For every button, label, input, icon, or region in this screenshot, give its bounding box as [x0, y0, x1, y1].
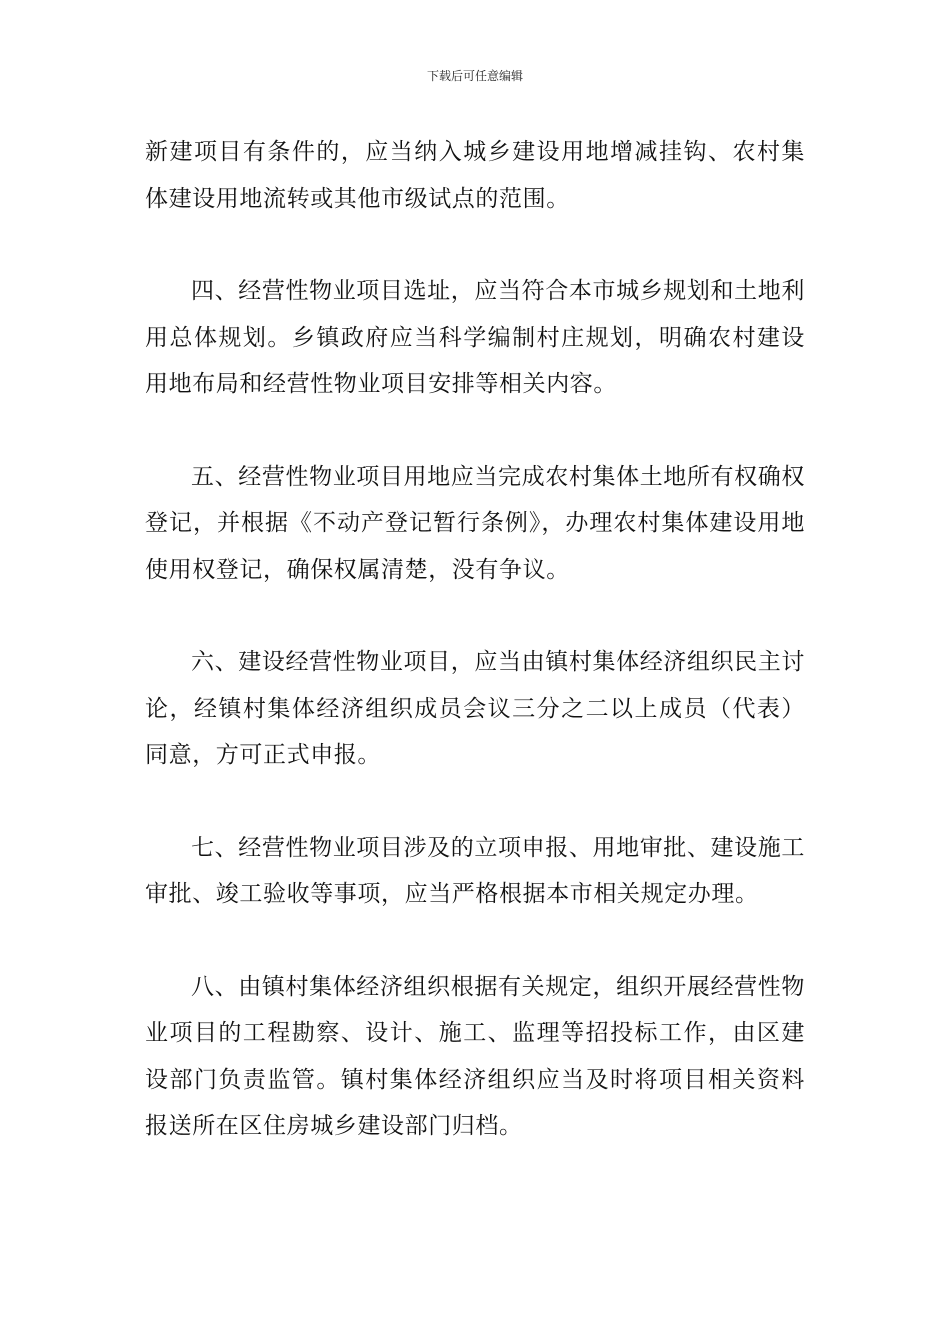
- paragraph-item-7: 七、经营性物业项目涉及的立项申报、用地审批、建设施工审批、竣工验收等事项，应当严格根据本市相关规定办理。: [145, 834, 805, 907]
- paragraph-continuation: 新建项目有条件的，应当纳入城乡建设用地增减挂钩、农村集体建设用地流转或其他市级试点的范围。: [145, 139, 805, 212]
- document-body: [145, 129, 805, 1196]
- paragraph-item-4: 四、经营性物业项目选址，应当符合本市城乡规划和土地利用总体规划。乡镇政府应当科学编制村庄规划，明确农村建设用地布局和经营性物业项目安排等相关内容。: [145, 278, 805, 397]
- header-note: 下载后可任意编辑: [426, 69, 523, 83]
- paragraph-item-6: 六、建设经营性物业项目，应当由镇村集体经济组织民主讨论，经镇村集体经济组织成员会议三分之二以上成员（代表）同意，方可正式申报。: [145, 649, 805, 768]
- paragraph-item-5: 五、经营性物业项目用地应当完成农村集体土地所有权确权登记，并根据《不动产登记暂行条例》，办理农村集体建设用地使用权登记，确保权属清楚，没有争议。: [145, 463, 805, 583]
- paragraph-item-8: 八、由镇村集体经济组织根据有关规定，组织开展经营性物业项目的工程勘察、设计、施工、监理等招投标工作，由区建设部门负责监管。镇村集体经济组织应当及时将项目相关资料报送所在区住房城乡建设部门归档。: [145, 973, 805, 1139]
